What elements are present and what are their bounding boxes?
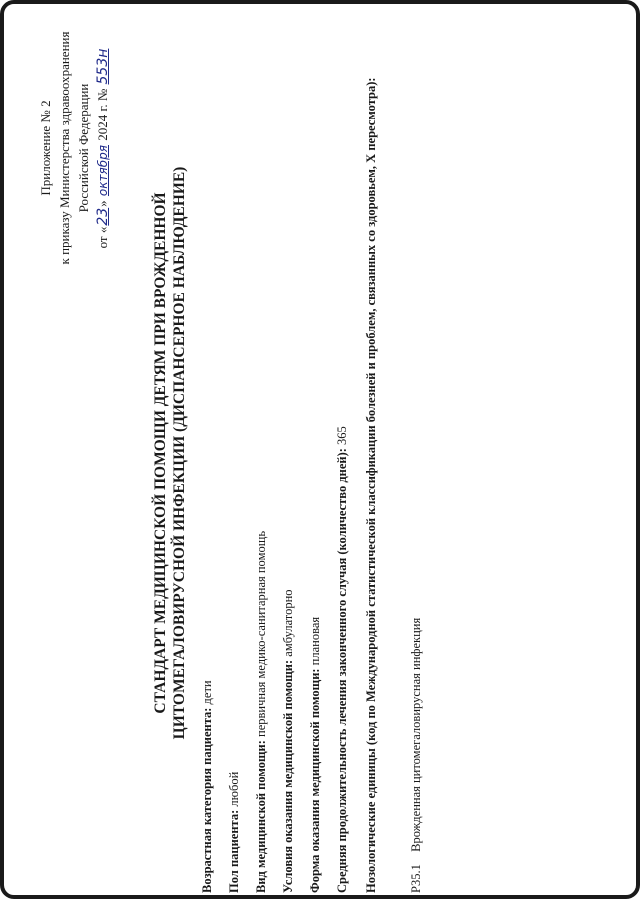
date-day-handwritten: 23 bbox=[95, 207, 111, 226]
appendix-number: Приложение № 2 bbox=[38, 100, 53, 196]
document-title bbox=[151, 43, 189, 863]
care-type-label: Вид медицинской помощи: bbox=[254, 740, 268, 893]
treatment-duration-row bbox=[330, 13, 357, 893]
care-form-value: плановая bbox=[308, 616, 322, 666]
patient-sex-value: любой bbox=[227, 771, 241, 807]
rotated-document-content bbox=[4, 4, 640, 899]
care-conditions-value: амбулаторно bbox=[281, 589, 295, 657]
care-form-label: Форма оказания медицинской помощи: bbox=[308, 668, 322, 893]
order-number-handwritten: 553н bbox=[95, 48, 111, 85]
nosology-heading: Нозологические единицы (код по Международной статистической классификации болезней и проблем, связанных со здоровьем, X пересмотра): bbox=[364, 77, 378, 893]
care-conditions-label: Условия оказания медицинской помощи: bbox=[281, 659, 295, 893]
care-conditions-row bbox=[276, 13, 303, 893]
patient-sex-label: Пол пациента: bbox=[227, 809, 241, 893]
icd-code: P35.1 bbox=[409, 864, 423, 893]
treatment-duration-label: Средняя продолжительность лечения законченного случая (количество дней): bbox=[335, 448, 349, 893]
title-line-1: СТАНДАРТ МЕДИЦИНСКОЙ ПОМОЩИ ДЕТЯМ ПРИ ВРОЖДЕННОЙ bbox=[152, 192, 169, 714]
age-category-label: Возрастная категория пациента: bbox=[200, 707, 214, 893]
order-reference: к приказу Министерства здравоохранения bbox=[57, 31, 72, 265]
patient-sex-row bbox=[222, 13, 249, 893]
standard-fields bbox=[195, 13, 385, 893]
care-form-row bbox=[303, 13, 330, 893]
treatment-duration-value: 365 bbox=[335, 426, 349, 445]
age-category-row bbox=[195, 13, 222, 893]
date-prefix: от « bbox=[95, 226, 110, 249]
title-line-2: ЦИТОМЕГАЛОВИРУСНОЙ ИНФЕКЦИИ (ДИСПАНСЕРНОЕ НАБЛЮДЕНИЕ) bbox=[171, 166, 188, 740]
order-date-line bbox=[93, 28, 113, 268]
icd-code-name: Врожденная цитомегаловирусная инфекция bbox=[409, 617, 423, 852]
icd-code-row bbox=[409, 618, 424, 893]
appendix-header bbox=[36, 28, 113, 268]
federation-line: Российской Федерации bbox=[76, 83, 91, 213]
date-year: 2024 г. № bbox=[95, 88, 110, 141]
age-category-value: дети bbox=[200, 680, 214, 705]
care-type-row bbox=[249, 13, 276, 893]
date-separator: » bbox=[95, 200, 110, 207]
care-type-value: первичная медико-санитарная помощь bbox=[254, 530, 268, 737]
date-month-handwritten: октября bbox=[96, 145, 110, 197]
